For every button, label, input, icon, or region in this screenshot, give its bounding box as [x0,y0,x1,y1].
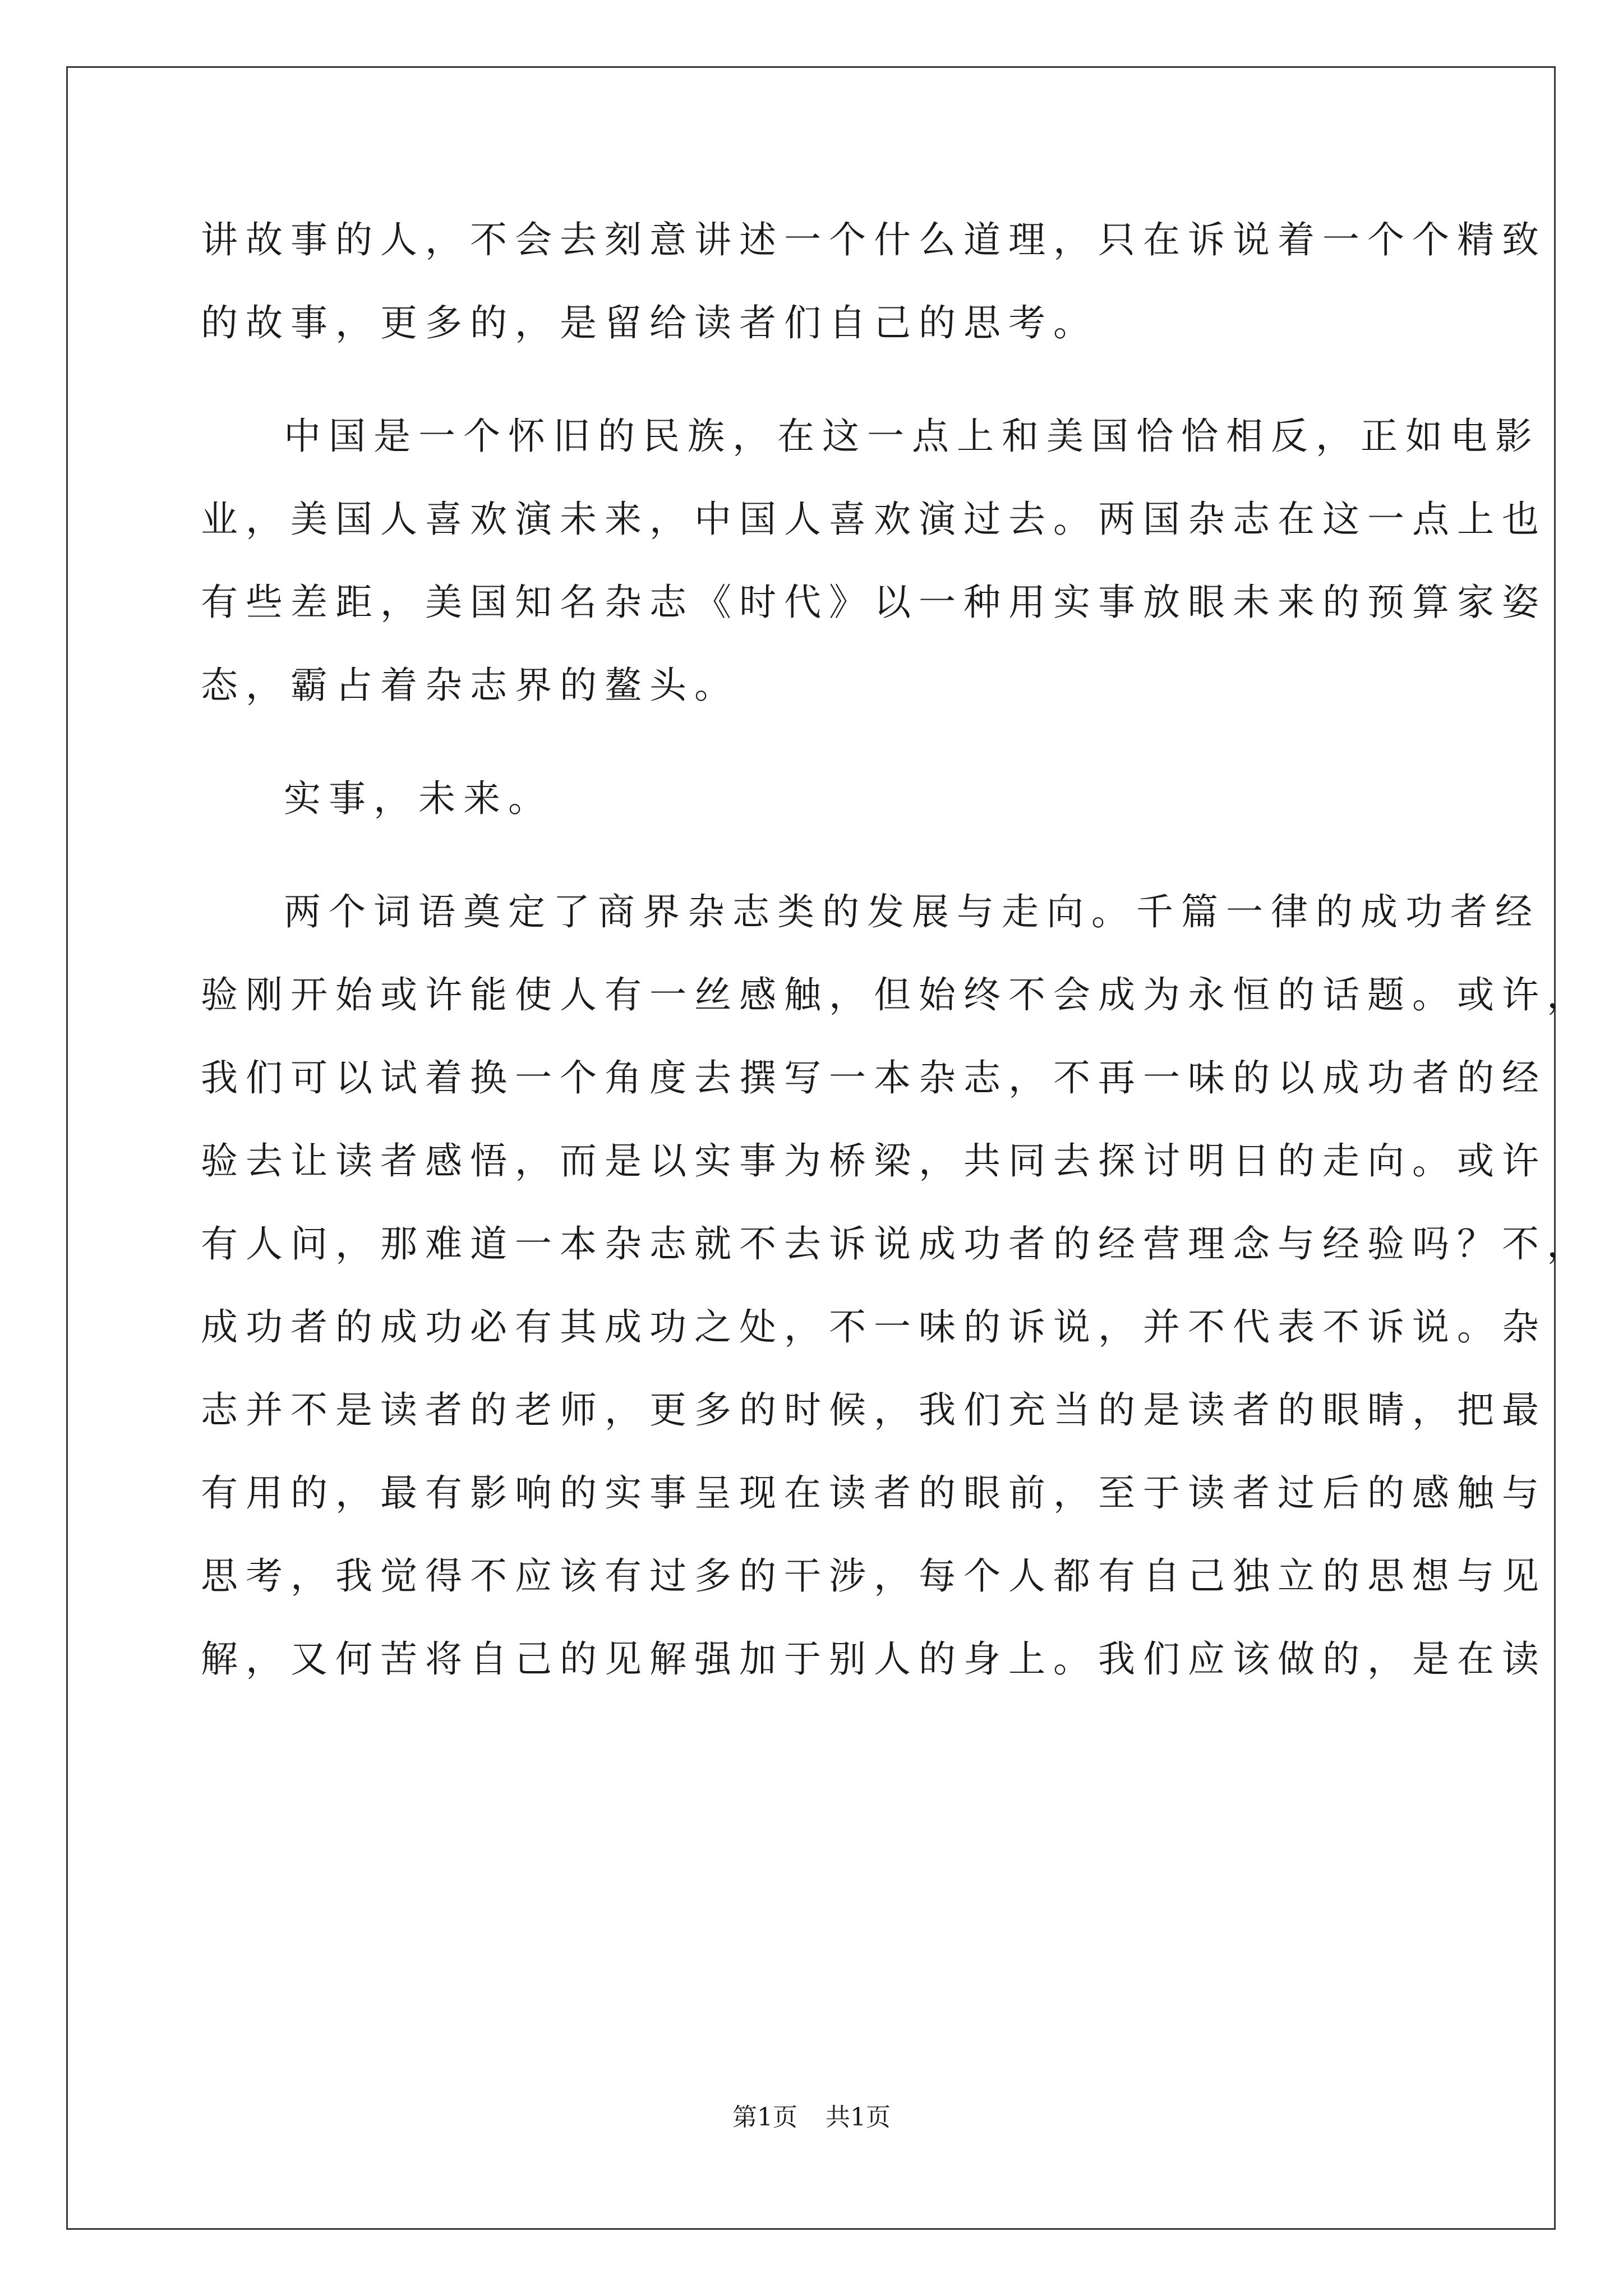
paragraph-4-line-3: 我们可以试着换一个角度去撰写一本杂志，不再一味的以成功者的经 [201,1056,1547,1099]
page-total: 共1页 [826,2103,891,2132]
paragraph-4-line-6: 成功者的成功必有其成功之处，不一味的诉说，并不代表不诉说。杂 [201,1305,1547,1349]
paragraph-4-line-4: 验去让读者感悟，而是以实事为桥梁，共同去探讨明日的走向。或许 [201,1139,1547,1182]
page-footer [0,2101,1623,2134]
paragraph-3-line-1: 实事，未来。 [284,777,553,820]
paragraph-4-line-1: 两个词语奠定了商界杂志类的发展与走向。千篇一律的成功者经 [284,890,1540,933]
paragraph-2-line-1: 中国是一个怀旧的民族，在这一点上和美国恰恰相反，正如电影 [284,415,1540,458]
paragraph-1-line-2: 的故事，更多的，是留给读者们自己的思考。 [201,301,1098,344]
paragraph-2-line-2: 业，美国人喜欢演未来，中国人喜欢演过去。两国杂志在这一点上也 [201,498,1547,541]
paragraph-4-line-9: 思考，我觉得不应该有过多的干涉，每个人都有自己独立的思想与见 [201,1554,1547,1598]
paragraph-4-line-10: 解，又何苦将自己的见解强加于别人的身上。我们应该做的，是在读 [201,1637,1547,1681]
paragraph-1-line-1: 讲故事的人，不会去刻意讲述一个什么道理，只在诉说着一个个精致 [201,218,1547,261]
paragraph-4-line-7: 志并不是读者的老师，更多的时候，我们充当的是读者的眼睛，把最 [201,1388,1547,1432]
paragraph-4-line-2: 验刚开始或许能使人有一丝感触，但始终不会成为永恒的话题。或许， [201,973,1592,1016]
paragraph-4-line-5: 有人问，那难道一本杂志就不去诉说成功者的经营理念与经验吗？不， [201,1222,1592,1266]
paragraph-2-line-3: 有些差距，美国知名杂志《时代》以一种用实事放眼未来的预算家姿 [201,581,1547,624]
page-number: 第1页 [732,2103,797,2132]
paragraph-2-line-4: 态，霸占着杂志界的鳌头。 [201,664,739,707]
paragraph-4-line-8: 有用的，最有影响的实事呈现在读者的眼前，至于读者过后的感触与 [201,1471,1547,1515]
